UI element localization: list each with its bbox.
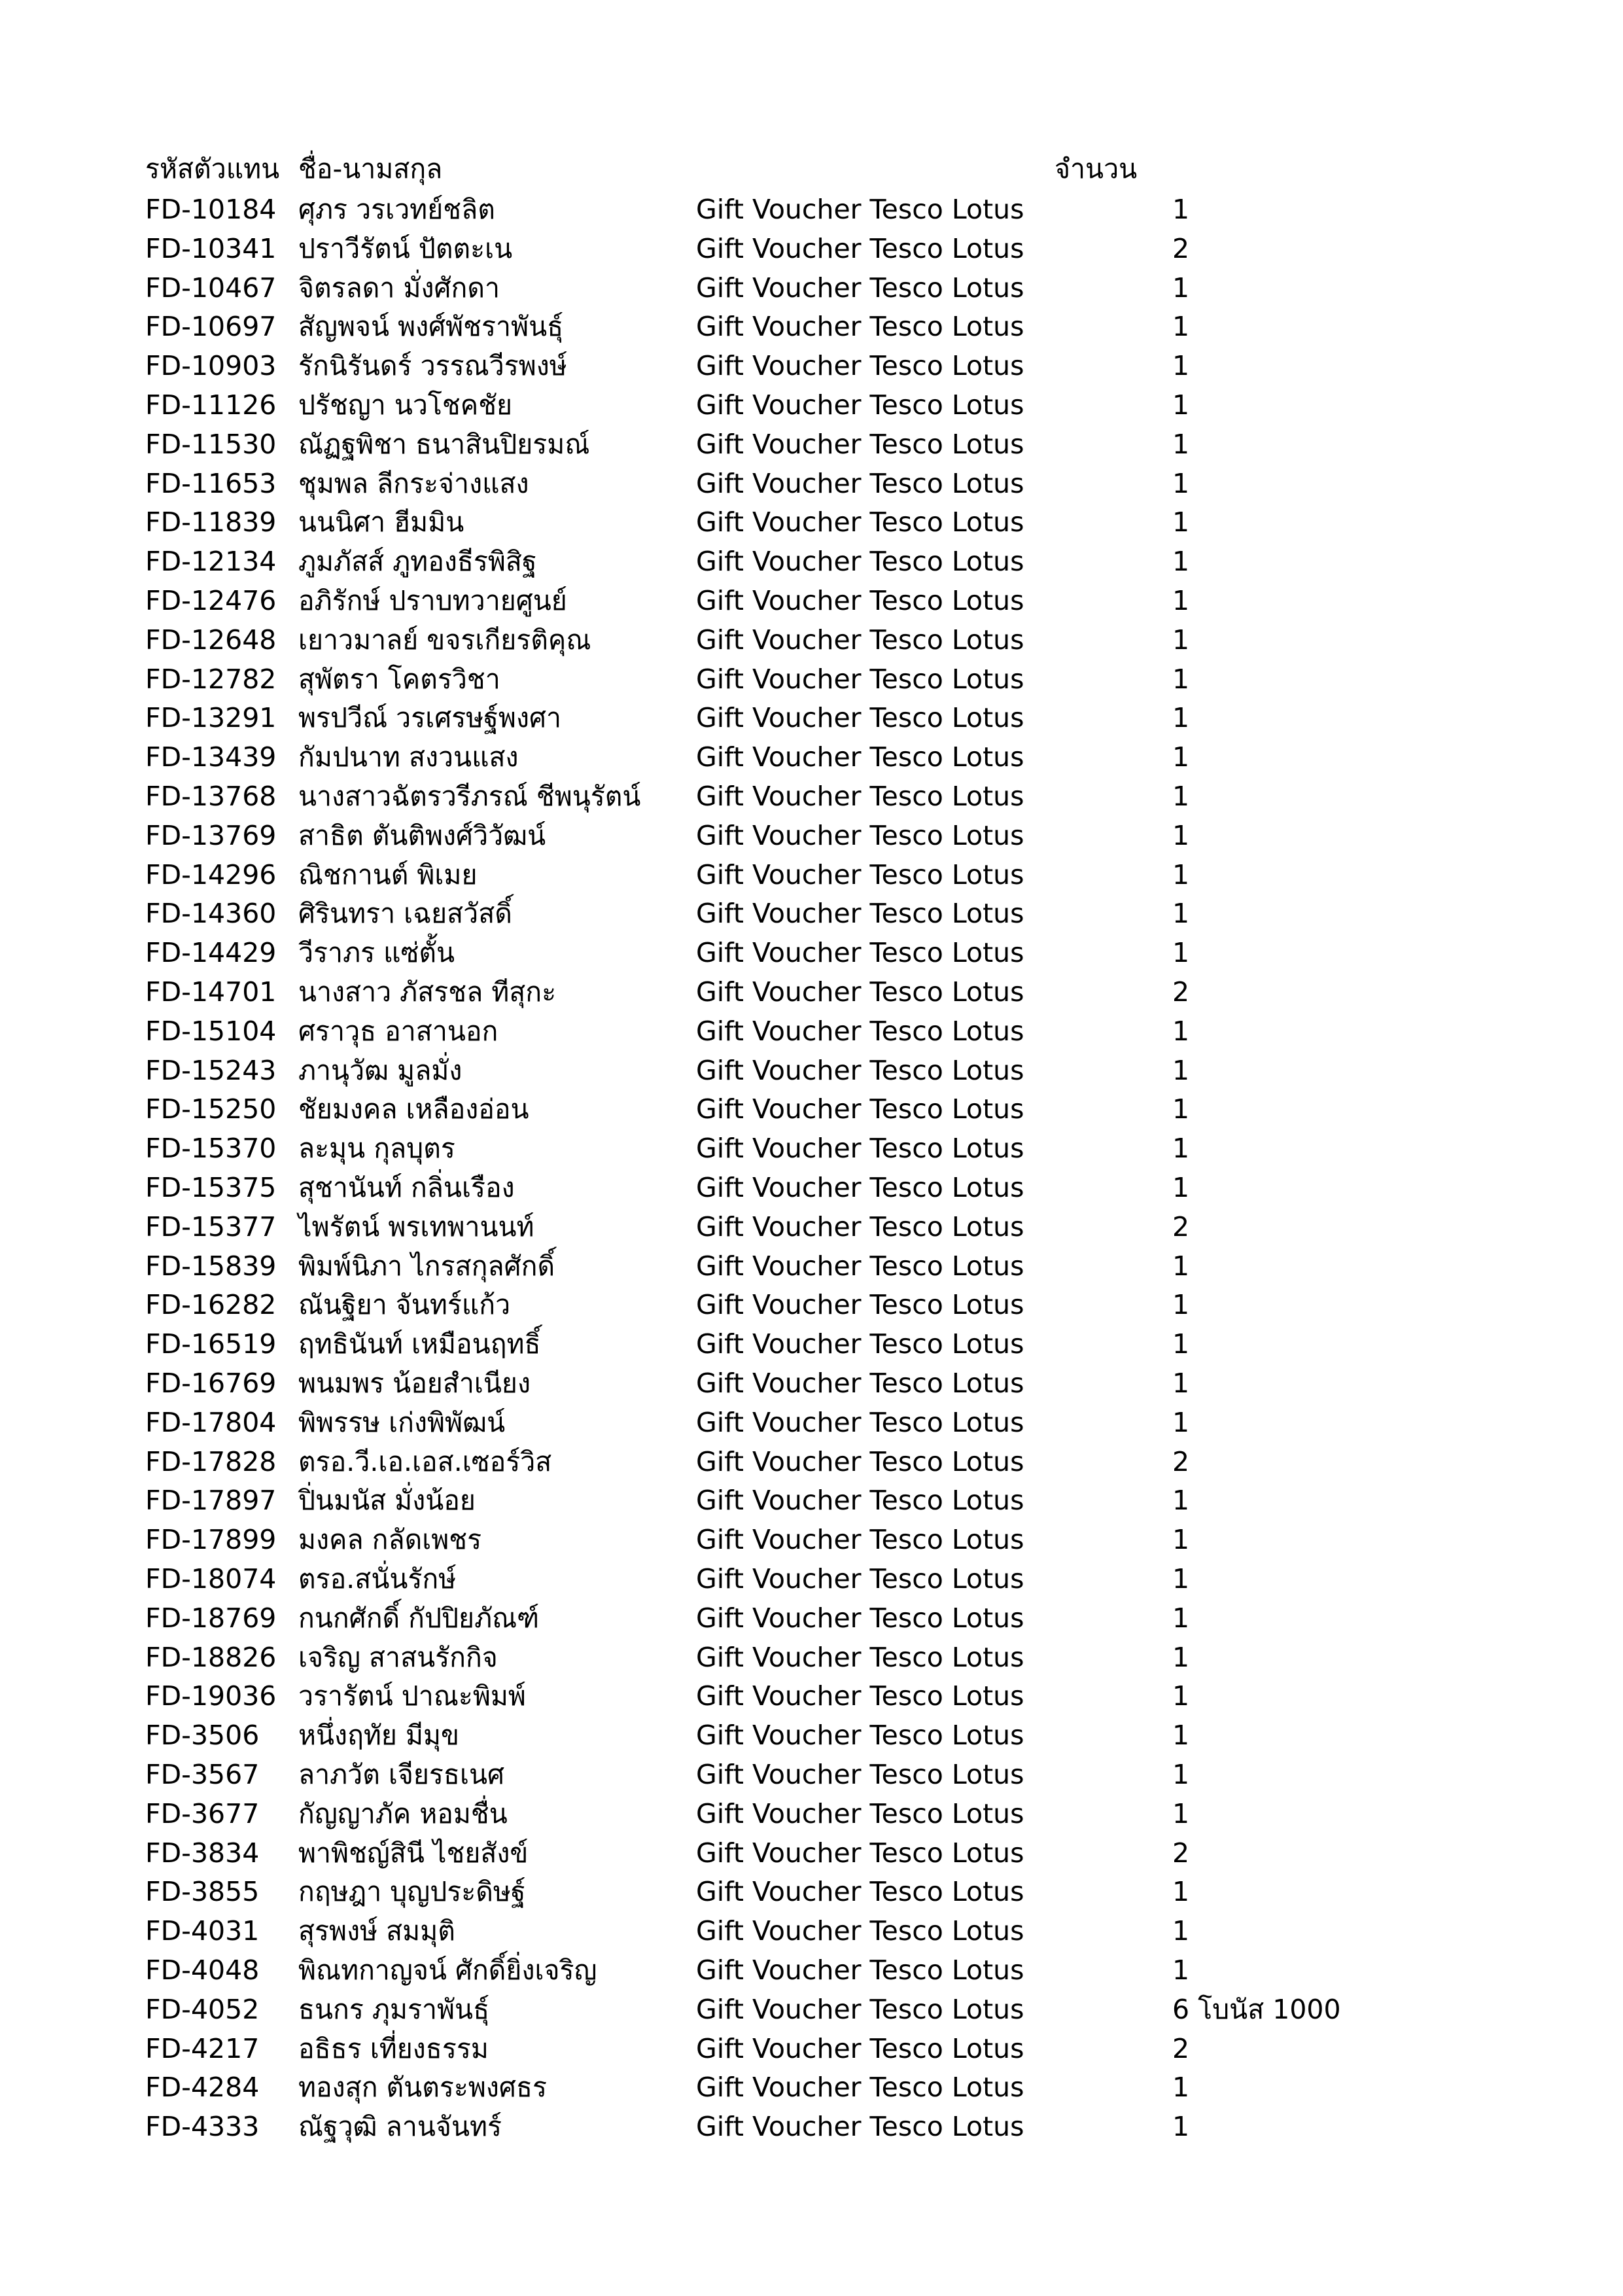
full-name: ปิ่นมนัส มั่งน้อย bbox=[298, 1485, 476, 1517]
quantity: 6 โบนัส 1000 bbox=[1172, 1993, 1341, 2025]
quantity: 2 bbox=[1172, 1445, 1190, 1477]
agent-code: FD-14701 bbox=[145, 976, 277, 1008]
quantity: 1 bbox=[1172, 311, 1190, 343]
quantity: 1 bbox=[1172, 937, 1190, 969]
table-row bbox=[0, 542, 1623, 581]
table-row bbox=[0, 1246, 1623, 1286]
product-name: Gift Voucher Tesco Lotus bbox=[696, 1485, 1024, 1517]
full-name: พิพรรษ เก่งพิพัฒน์ bbox=[298, 1406, 506, 1438]
quantity: 1 bbox=[1172, 428, 1190, 460]
table-row bbox=[0, 698, 1623, 737]
full-name: นางสาว ภัสรชล ทีสุกะ bbox=[298, 976, 557, 1008]
full-name: ณัฐวุฒิ ลานจันทร์ bbox=[298, 2111, 502, 2143]
full-name: กนกศักดิ์ กัปปิยภัณฑ์ bbox=[298, 1602, 540, 1634]
table-row bbox=[0, 1598, 1623, 1638]
full-name: เยาวมาลย์ ขจรเกียรติคุณ bbox=[298, 624, 591, 656]
quantity: 1 bbox=[1172, 389, 1190, 421]
table-row bbox=[0, 894, 1623, 933]
agent-code: FD-3506 bbox=[145, 1720, 260, 1752]
full-name: สัญพจน์ พงศ์พัชราพันธุ์ bbox=[298, 311, 564, 343]
table-row bbox=[0, 777, 1623, 816]
product-name: Gift Voucher Tesco Lotus bbox=[696, 1172, 1024, 1203]
quantity: 1 bbox=[1172, 1876, 1190, 1908]
agent-code: FD-19036 bbox=[145, 1680, 277, 1712]
product-name: Gift Voucher Tesco Lotus bbox=[696, 1993, 1024, 2025]
quantity: 1 bbox=[1172, 741, 1190, 773]
product-name: Gift Voucher Tesco Lotus bbox=[696, 1641, 1024, 1673]
table-row bbox=[0, 1012, 1623, 1051]
table-row bbox=[0, 268, 1623, 308]
full-name: สุรพงษ์ สมมุติ bbox=[298, 1915, 455, 1947]
agent-code: FD-12648 bbox=[145, 624, 277, 656]
agent-code: FD-4031 bbox=[145, 1915, 260, 1947]
product-name: Gift Voucher Tesco Lotus bbox=[696, 741, 1024, 773]
full-name: สาธิต ตันติพงศ์วิวัฒน์ bbox=[298, 819, 546, 851]
agent-code: FD-10341 bbox=[145, 232, 277, 264]
quantity: 1 bbox=[1172, 350, 1190, 382]
quantity: 1 bbox=[1172, 467, 1190, 499]
product-name: Gift Voucher Tesco Lotus bbox=[696, 1368, 1024, 1399]
full-name: สุชานันท์ กลิ่นเรือง bbox=[298, 1172, 515, 1203]
product-name: Gift Voucher Tesco Lotus bbox=[696, 1563, 1024, 1595]
agent-code: FD-11653 bbox=[145, 467, 277, 499]
table-row bbox=[0, 464, 1623, 503]
quantity: 1 bbox=[1172, 1954, 1190, 1986]
full-name: ฤทธินันท์ เหมือนฤทธิ์ bbox=[298, 1328, 541, 1360]
full-name: ทองสุก ตันตระพงศธร bbox=[298, 2072, 547, 2104]
quantity: 2 bbox=[1172, 1837, 1190, 1869]
agent-code: FD-14296 bbox=[145, 858, 277, 891]
product-name: Gift Voucher Tesco Lotus bbox=[696, 1406, 1024, 1438]
table-row bbox=[0, 1481, 1623, 1520]
agent-code: FD-4217 bbox=[145, 2032, 260, 2064]
agent-code: FD-4284 bbox=[145, 2072, 260, 2104]
table-row bbox=[0, 972, 1623, 1012]
agent-code: FD-15375 bbox=[145, 1172, 277, 1203]
product-name: Gift Voucher Tesco Lotus bbox=[696, 898, 1024, 930]
quantity: 1 bbox=[1172, 1680, 1190, 1712]
product-name: Gift Voucher Tesco Lotus bbox=[696, 1954, 1024, 1986]
agent-code: FD-13768 bbox=[145, 781, 277, 812]
table-row bbox=[0, 503, 1623, 542]
header-agent-code: รหัสตัวแทน bbox=[145, 153, 280, 185]
product-name: Gift Voucher Tesco Lotus bbox=[696, 1680, 1024, 1712]
quantity: 1 bbox=[1172, 702, 1190, 734]
full-name: กัมปนาท สงวนแสง bbox=[298, 741, 519, 773]
full-name: พาพิชญ์สินี ไชยสังข์ bbox=[298, 1837, 529, 1869]
header-quantity: จำนวน bbox=[1055, 153, 1138, 185]
table-row bbox=[0, 1364, 1623, 1403]
full-name: ปราวีรัตน์ ปัตตะเน bbox=[298, 232, 513, 264]
quantity: 2 bbox=[1172, 2032, 1190, 2064]
table-row bbox=[0, 660, 1623, 699]
full-name: ไพรัตน์ พรเทพานนท์ bbox=[298, 1210, 534, 1243]
agent-code: FD-11839 bbox=[145, 506, 277, 539]
agent-code: FD-16519 bbox=[145, 1328, 277, 1360]
table-row bbox=[0, 190, 1623, 229]
full-name: ธนกร ภุมราพันธุ์ bbox=[298, 1993, 490, 2025]
full-name: ตรอ.วี.เอ.เอส.เซอร์วิส bbox=[298, 1445, 552, 1477]
product-name: Gift Voucher Tesco Lotus bbox=[696, 506, 1024, 539]
table-row bbox=[0, 1794, 1623, 1833]
agent-code: FD-14429 bbox=[145, 937, 277, 969]
product-name: Gift Voucher Tesco Lotus bbox=[696, 976, 1024, 1008]
product-name: Gift Voucher Tesco Lotus bbox=[696, 467, 1024, 499]
table-row bbox=[0, 346, 1623, 385]
table-row bbox=[0, 1559, 1623, 1598]
quantity: 1 bbox=[1172, 898, 1190, 930]
full-name: ละมุน กุลบุตร bbox=[298, 1133, 455, 1165]
agent-code: FD-13439 bbox=[145, 741, 277, 773]
agent-code: FD-4048 bbox=[145, 1954, 260, 1986]
agent-code: FD-11530 bbox=[145, 428, 277, 460]
full-name: พิณทกาญจน์ ศักดิ์ยิ่งเจริญ bbox=[298, 1954, 597, 1986]
quantity: 1 bbox=[1172, 506, 1190, 539]
full-name: ตรอ.สนั่นรักษ์ bbox=[298, 1563, 457, 1595]
product-name: Gift Voucher Tesco Lotus bbox=[696, 389, 1024, 421]
table-row bbox=[0, 933, 1623, 972]
product-name: Gift Voucher Tesco Lotus bbox=[696, 1289, 1024, 1321]
quantity: 1 bbox=[1172, 819, 1190, 851]
product-name: Gift Voucher Tesco Lotus bbox=[696, 819, 1024, 851]
agent-code: FD-15104 bbox=[145, 1015, 277, 1047]
agent-code: FD-10697 bbox=[145, 311, 277, 343]
product-name: Gift Voucher Tesco Lotus bbox=[696, 1797, 1024, 1829]
full-name: หนึ่งฤทัย มีมุข bbox=[298, 1720, 460, 1752]
product-name: Gift Voucher Tesco Lotus bbox=[696, 1093, 1024, 1125]
agent-code: FD-18826 bbox=[145, 1641, 277, 1673]
agent-code: FD-10467 bbox=[145, 272, 277, 304]
agent-code: FD-18769 bbox=[145, 1602, 277, 1634]
product-name: Gift Voucher Tesco Lotus bbox=[696, 1015, 1024, 1047]
quantity: 1 bbox=[1172, 1289, 1190, 1321]
quantity: 1 bbox=[1172, 1093, 1190, 1125]
full-name: ลาภวัต เจียรธเนศ bbox=[298, 1759, 505, 1790]
table-row bbox=[0, 425, 1623, 464]
quantity: 1 bbox=[1172, 781, 1190, 812]
quantity: 1 bbox=[1172, 1133, 1190, 1165]
product-name: Gift Voucher Tesco Lotus bbox=[696, 1328, 1024, 1360]
product-name: Gift Voucher Tesco Lotus bbox=[696, 858, 1024, 891]
product-name: Gift Voucher Tesco Lotus bbox=[696, 546, 1024, 578]
quantity: 1 bbox=[1172, 663, 1190, 695]
table-row bbox=[0, 1676, 1623, 1716]
agent-code: FD-12476 bbox=[145, 585, 277, 616]
product-name: Gift Voucher Tesco Lotus bbox=[696, 272, 1024, 304]
quantity: 1 bbox=[1172, 1602, 1190, 1634]
table-row bbox=[0, 1911, 1623, 1951]
full-name: เจริญ สาสนรักกิจ bbox=[298, 1641, 498, 1673]
product-name: Gift Voucher Tesco Lotus bbox=[696, 1054, 1024, 1086]
table-row bbox=[0, 1442, 1623, 1481]
full-name: นนนิศา ฮีมมิน bbox=[298, 506, 464, 539]
quantity: 1 bbox=[1172, 272, 1190, 304]
product-name: Gift Voucher Tesco Lotus bbox=[696, 702, 1024, 734]
quantity: 1 bbox=[1172, 2072, 1190, 2104]
quantity: 1 bbox=[1172, 1797, 1190, 1829]
table-row bbox=[0, 1168, 1623, 1207]
agent-code: FD-3855 bbox=[145, 1876, 260, 1908]
agent-code: FD-16282 bbox=[145, 1289, 277, 1321]
product-name: Gift Voucher Tesco Lotus bbox=[696, 1759, 1024, 1790]
table-row bbox=[0, 2068, 1623, 2107]
product-name: Gift Voucher Tesco Lotus bbox=[696, 1720, 1024, 1752]
agent-code: FD-15377 bbox=[145, 1210, 277, 1243]
table-row bbox=[0, 1638, 1623, 1677]
quantity: 1 bbox=[1172, 194, 1190, 225]
full-name: มงคล กลัดเพชร bbox=[298, 1524, 482, 1556]
product-name: Gift Voucher Tesco Lotus bbox=[696, 232, 1024, 264]
product-name: Gift Voucher Tesco Lotus bbox=[696, 1250, 1024, 1282]
agent-code: FD-4333 bbox=[145, 2111, 260, 2143]
table-row bbox=[0, 1207, 1623, 1246]
table-row bbox=[0, 1324, 1623, 1364]
product-name: Gift Voucher Tesco Lotus bbox=[696, 1524, 1024, 1556]
agent-code: FD-15370 bbox=[145, 1133, 277, 1165]
table-row bbox=[0, 1755, 1623, 1794]
quantity: 1 bbox=[1172, 858, 1190, 891]
full-name: วรารัตน์ ปาณะพิมพ์ bbox=[298, 1680, 526, 1712]
product-name: Gift Voucher Tesco Lotus bbox=[696, 2072, 1024, 2104]
table-row bbox=[0, 1872, 1623, 1911]
agent-code: FD-12782 bbox=[145, 663, 277, 695]
agent-code: FD-14360 bbox=[145, 898, 277, 930]
header-full-name: ชื่อ-นามสกุล bbox=[298, 153, 443, 185]
quantity: 1 bbox=[1172, 546, 1190, 578]
full-name: ศิรินทรา เฉยสวัสดิ์ bbox=[298, 898, 512, 930]
table-row bbox=[0, 1520, 1623, 1559]
full-name: กัญญาภัค หอมชื่น bbox=[298, 1797, 508, 1829]
agent-code: FD-3834 bbox=[145, 1837, 260, 1869]
table-row bbox=[0, 229, 1623, 268]
full-name: ณันฐิยา จันทร์แก้ว bbox=[298, 1289, 511, 1321]
agent-code: FD-13769 bbox=[145, 819, 277, 851]
full-name: พิมพ์นิภา ไกรสกุลศักดิ์ bbox=[298, 1250, 555, 1282]
full-name: จิตรลดา มั่งศักดา bbox=[298, 272, 500, 304]
product-name: Gift Voucher Tesco Lotus bbox=[696, 1445, 1024, 1477]
full-name: ภานุวัฒ มูลมั่ง bbox=[298, 1054, 462, 1086]
agent-code: FD-15839 bbox=[145, 1250, 277, 1282]
quantity: 1 bbox=[1172, 1368, 1190, 1399]
table-row bbox=[0, 1403, 1623, 1442]
table-row bbox=[0, 1951, 1623, 1990]
agent-code: FD-11126 bbox=[145, 389, 277, 421]
product-name: Gift Voucher Tesco Lotus bbox=[696, 937, 1024, 969]
agent-code: FD-12134 bbox=[145, 546, 277, 578]
quantity: 1 bbox=[1172, 1641, 1190, 1673]
product-name: Gift Voucher Tesco Lotus bbox=[696, 350, 1024, 382]
full-name: พนมพร น้อยสำเนียง bbox=[298, 1368, 531, 1399]
quantity: 1 bbox=[1172, 1915, 1190, 1947]
agent-code: FD-17897 bbox=[145, 1485, 277, 1517]
quantity: 1 bbox=[1172, 1720, 1190, 1752]
table-row bbox=[0, 737, 1623, 777]
full-name: ศราวุธ อาสานอก bbox=[298, 1015, 498, 1047]
full-name: ชุมพล ลีกระจ่างแสง bbox=[298, 467, 529, 499]
table-row bbox=[0, 1833, 1623, 1873]
agent-code: FD-3677 bbox=[145, 1797, 260, 1829]
table-row bbox=[0, 816, 1623, 855]
table-row bbox=[0, 2029, 1623, 2068]
product-name: Gift Voucher Tesco Lotus bbox=[696, 2032, 1024, 2064]
product-name: Gift Voucher Tesco Lotus bbox=[696, 781, 1024, 812]
quantity: 1 bbox=[1172, 1406, 1190, 1438]
agent-code: FD-15243 bbox=[145, 1054, 277, 1086]
agent-code: FD-10903 bbox=[145, 350, 277, 382]
product-name: Gift Voucher Tesco Lotus bbox=[696, 585, 1024, 616]
quantity: 2 bbox=[1172, 232, 1190, 264]
agent-code: FD-13291 bbox=[145, 702, 277, 734]
table-row bbox=[0, 385, 1623, 425]
table-row bbox=[0, 855, 1623, 894]
full-name: วีราภร แซ่ตั้น bbox=[298, 937, 455, 969]
full-name: ศุภร วรเวทย์ชลิต bbox=[298, 194, 495, 225]
full-name: อธิธร เที่ยงธรรม bbox=[298, 2032, 489, 2064]
table-row bbox=[0, 581, 1623, 620]
agent-code: FD-16769 bbox=[145, 1368, 277, 1399]
agent-code: FD-18074 bbox=[145, 1563, 277, 1595]
product-name: Gift Voucher Tesco Lotus bbox=[696, 194, 1024, 225]
table-row bbox=[0, 1051, 1623, 1090]
agent-code: FD-3567 bbox=[145, 1759, 260, 1790]
quantity: 1 bbox=[1172, 624, 1190, 656]
quantity: 1 bbox=[1172, 1172, 1190, 1203]
quantity: 1 bbox=[1172, 1759, 1190, 1790]
product-name: Gift Voucher Tesco Lotus bbox=[696, 1602, 1024, 1634]
table-row bbox=[0, 1129, 1623, 1168]
table-header bbox=[0, 149, 1623, 188]
agent-code: FD-4052 bbox=[145, 1993, 260, 2025]
product-name: Gift Voucher Tesco Lotus bbox=[696, 1210, 1024, 1243]
product-name: Gift Voucher Tesco Lotus bbox=[696, 2111, 1024, 2143]
quantity: 1 bbox=[1172, 1054, 1190, 1086]
agent-code: FD-17828 bbox=[145, 1445, 277, 1477]
full-name: สุพัตรา โคตรวิชา bbox=[298, 663, 500, 695]
full-name: นางสาวฉัตรวรีภรณ์ ชีพนุรัตน์ bbox=[298, 781, 641, 812]
full-name: ปรัชญา นวโชคชัย bbox=[298, 389, 513, 421]
table-row bbox=[0, 1716, 1623, 1755]
product-name: Gift Voucher Tesco Lotus bbox=[696, 428, 1024, 460]
quantity: 2 bbox=[1172, 976, 1190, 1008]
quantity: 1 bbox=[1172, 1485, 1190, 1517]
table-row bbox=[0, 1285, 1623, 1324]
agent-code: FD-10184 bbox=[145, 194, 277, 225]
table-row bbox=[0, 2107, 1623, 2146]
agent-code: FD-17899 bbox=[145, 1524, 277, 1556]
product-name: Gift Voucher Tesco Lotus bbox=[696, 624, 1024, 656]
agent-code: FD-15250 bbox=[145, 1093, 277, 1125]
full-name: ภูมภัสส์ ภูทองธีรพิสิฐ bbox=[298, 546, 537, 578]
quantity: 1 bbox=[1172, 1563, 1190, 1595]
product-name: Gift Voucher Tesco Lotus bbox=[696, 663, 1024, 695]
quantity: 2 bbox=[1172, 1210, 1190, 1243]
quantity: 1 bbox=[1172, 585, 1190, 616]
full-name: ณิชกานต์ พิเมย bbox=[298, 858, 478, 891]
product-name: Gift Voucher Tesco Lotus bbox=[696, 1876, 1024, 1908]
full-name: ชัยมงคล เหลืองอ่อน bbox=[298, 1093, 529, 1125]
quantity: 1 bbox=[1172, 1524, 1190, 1556]
table-row bbox=[0, 620, 1623, 660]
table-row bbox=[0, 1990, 1623, 2029]
table-row bbox=[0, 307, 1623, 346]
table-row bbox=[0, 1089, 1623, 1129]
product-name: Gift Voucher Tesco Lotus bbox=[696, 1837, 1024, 1869]
full-name: ณัฏฐพิชา ธนาสินปิยรมณ์ bbox=[298, 428, 590, 460]
product-name: Gift Voucher Tesco Lotus bbox=[696, 1133, 1024, 1165]
quantity: 1 bbox=[1172, 2111, 1190, 2143]
full-name: รักนิรันดร์ วรรณวีรพงษ์ bbox=[298, 350, 567, 382]
product-name: Gift Voucher Tesco Lotus bbox=[696, 311, 1024, 343]
full-name: อภิรักษ์ ปราบทวายศูนย์ bbox=[298, 585, 567, 616]
full-name: พรปวีณ์ วรเศรษฐ์พงศา bbox=[298, 702, 562, 734]
product-name: Gift Voucher Tesco Lotus bbox=[696, 1915, 1024, 1947]
agent-code: FD-17804 bbox=[145, 1406, 277, 1438]
full-name: กฤษฎา บุญประดิษฐ์ bbox=[298, 1876, 526, 1908]
quantity: 1 bbox=[1172, 1015, 1190, 1047]
quantity: 1 bbox=[1172, 1328, 1190, 1360]
quantity: 1 bbox=[1172, 1250, 1190, 1282]
